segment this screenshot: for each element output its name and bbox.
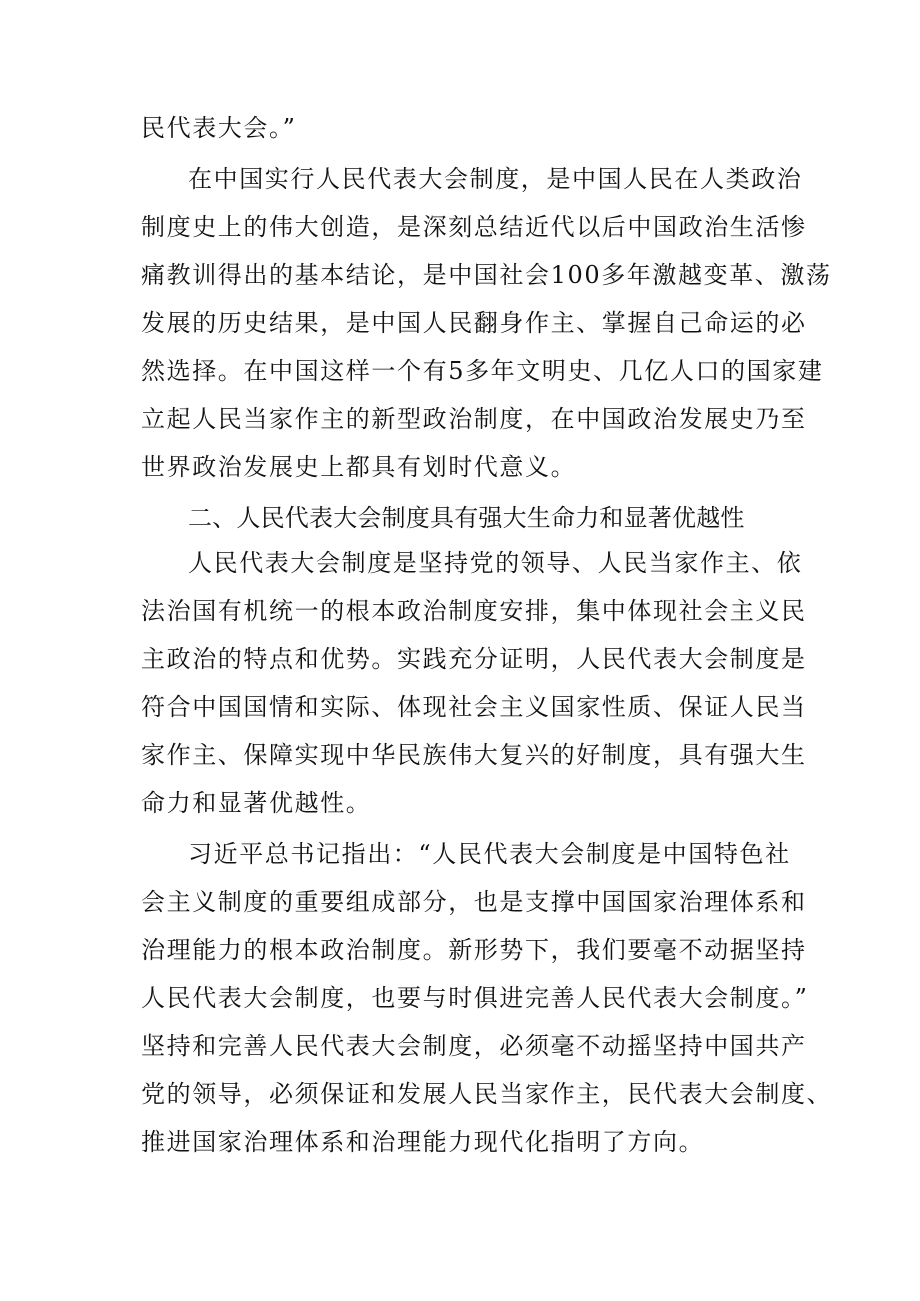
paragraph-2-line-1: 人民代表大会制度是坚持党的领导、人民当家作主、依: [188, 549, 803, 577]
paragraph-2-line-3: 主政治的特点和优势。实践充分证明，人民代表大会制度是: [141, 645, 807, 673]
paragraph-3-line-1: 习近平总书记指出：“人民代表大会制度是中国特色社: [188, 840, 791, 868]
paragraph-3-line-2: 会主义制度的重要组成部分，也是支撑中国国家治理体系和: [141, 888, 807, 916]
paragraph-1-line-1: 在中国实行人民代表大会制度，是中国人民在人类政治: [188, 165, 803, 193]
paragraph-1-line-6: 立起人民当家作主的新型政治制度，在中国政治发展史乃至: [141, 405, 807, 433]
paragraph-2-line-4: 符合中国国情和实际、体现社会主义国家性质、保证人民当: [141, 693, 807, 721]
paragraph-1-line-2: 制度史上的伟大创造，是深刻总结近代以后中国政治生活惨: [141, 213, 807, 241]
paragraph-3-line-4: 人民代表大会制度，也要与时俱进完善人民代表大会制度。”: [141, 984, 809, 1012]
paragraph-2-line-6: 命力和显著优越性。: [141, 789, 372, 817]
paragraph-1-line-3: 痛教训得出的基本结论，是中国社会100多年激越变革、激荡: [141, 261, 832, 289]
paragraph-1-line-5: 然选择。在中国这样一个有5多年文明史、几亿人口的国家建: [141, 357, 824, 385]
section-heading: 二、人民代表大会制度具有强大生命力和显著优越性: [188, 504, 745, 532]
paragraph-2-line-2: 法治国有机统一的根本政治制度安排，集中体现社会主义民: [141, 597, 807, 625]
paragraph-3-line-5: 坚持和完善人民代表大会制度，必须毫不动摇坚持中国共产: [141, 1032, 807, 1060]
paragraph-2-line-5: 家作主、保障实现中华民族伟大复兴的好制度，具有强大生: [141, 741, 807, 769]
paragraph-3-line-3: 治理能力的根本政治制度。新形势下，我们要毫不动据坚持: [141, 936, 807, 964]
paragraph-line-quote-end: 民代表大会。”: [141, 114, 297, 142]
paragraph-1-line-7: 世界政治发展史上都具有划时代意义。: [141, 453, 577, 481]
paragraph-3-line-6: 党的领导，必须保证和发展人民当家作主，民代表大会制度、: [141, 1080, 833, 1108]
paragraph-1-line-4: 发展的历史结果，是中国人民翻身作主、掌握自己命运的必: [141, 309, 807, 337]
paragraph-3-line-7: 推进国家治理体系和治理能力现代化指明了方向。: [141, 1128, 705, 1156]
